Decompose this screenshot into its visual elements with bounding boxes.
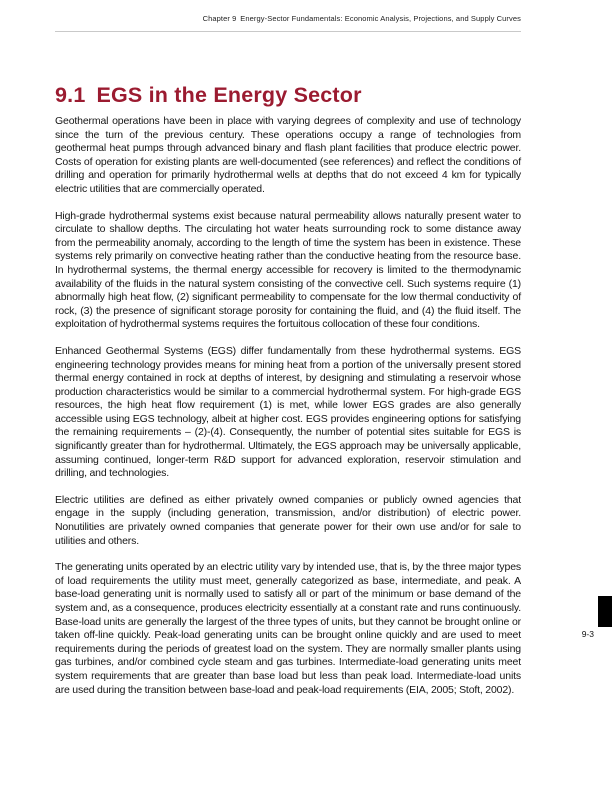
body-paragraph: Geothermal operations have been in place with varying degrees of complexity and use of technology since the turn of the previous century. These operations occupy a range of technologies from geothermal heat pumps through advanced binary and flash plant facilities that produce electric power. Costs of operation for existing plants are well-documented (see references) and reflect the conditions of drilling and operation for primarily hydrothermal wells at depths that do not exceed 4 km for typically electric utilities that are commercially operated. xyxy=(55,115,521,195)
body-paragraph: The generating units operated by an electric utility vary by intended use, that is, by the three major types of load requirements the utility must meet, generally categorized as base, intermediate, and peak. A base-load generating unit is normally used to satisfy all or part of the minimum or base demand of the system and, as a consequence, produces electricity essentially at a constant rate and runs continuously. Base-load units are generally the largest of the three types of units, but they cannot be brought online or taken off-line quickly. Peak-load generating units can be brought online quickly and are used to meet requirements during the periods of greatest load on the system. They are normally smaller plants using gas turbines, and/or combined cycle steam and gas turbines. Intermediate-load generating units meet system requirements that are greater than base load but less than peak load. Intermediate-load units are used during the transition between base-load and peak-load requirements (EIA, 2005; Stoft, 2002). xyxy=(55,561,521,696)
page-edge-tab xyxy=(598,596,612,627)
body-paragraph: High-grade hydrothermal systems exist because natural permeability allows naturally present water to circulate to shallow depths. The circulating hot water heats surrounding rock to some distance away from the permeability anomaly, according to the length of time the system has been in existence. These systems rely primarily on convective heating rather than the conductive heating from the resource base. In hydrothermal systems, the thermal energy accessible for recovery is limited to the thermodynamic availability of the fluids in the natural system consisting of the convective cell. Such systems require (1) abnormally high heat flow, (2) significant permeability to compensate for the low thermal conductivity of rock, (3) the presence of significant storage porosity for containing the fluid, and (4) the fluid itself. The exploitation of hydrothermal systems requires the fortuitous collocation of these four conditions. xyxy=(55,209,521,331)
page-content xyxy=(55,84,521,710)
section-title: 9.1 EGS in the Energy Sector xyxy=(55,83,362,107)
body-paragraph: Electric utilities are defined as either privately owned companies or publicly owned agencies that engage in the supply (including generation, transmission, and/or distribution) of electric power. Nonutilities are privately owned companies that generate power for their own use and/or for sale to utilities and others. xyxy=(55,493,521,547)
running-header: Chapter 9 Energy-Sector Fundamentals: Economic Analysis, Projections, and Supply Curves xyxy=(55,14,521,32)
page-number: 9-3 xyxy=(581,629,594,639)
body-paragraph: Enhanced Geothermal Systems (EGS) differ fundamentally from these hydrothermal systems. EGS engineering technology provides means for mining heat from a portion of the universally present stored thermal energy contained in rock at depths of interest, by designing and stimulating a reservoir whose production characteristics would be similar to a commercial hydrothermal system. For high-grade EGS resources, the high heat flow requirement (1) is met, while lower EGS grades are also generally accessible using EGS technology, albeit at higher cost. EGS provides engineering options for satisfying the remaining requirements – (2)-(4). Consequently, the number of potential sites suitable for EGS is significantly greater than for hydrothermal. Ultimately, the EGS approach may be universally applicable, assuming continued, longer-term R&D support for advanced exploration, reservoir stimulation and drilling, and technologies. xyxy=(55,344,521,480)
